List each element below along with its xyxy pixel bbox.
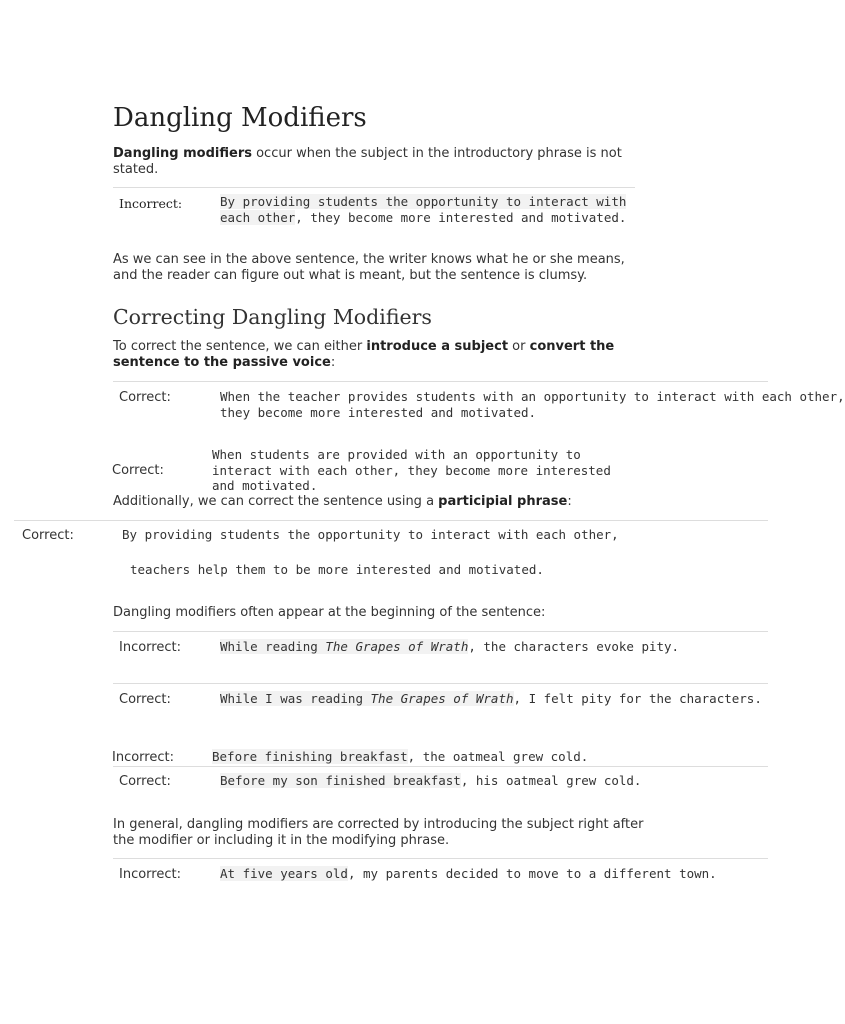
- example-label: Incorrect:: [112, 750, 174, 765]
- paragraph-text: or: [508, 339, 530, 354]
- highlighted-phrase: Before my son finished breakfast: [220, 773, 461, 788]
- highlighted-phrase: [220, 639, 468, 654]
- divider: [14, 520, 768, 521]
- sentence-rest: , the characters evoke pity.: [468, 639, 680, 654]
- example-label: Incorrect:: [119, 196, 183, 211]
- paragraph-line: and the reader can figure out what is meant, but the sentence is clumsy.: [113, 267, 588, 283]
- example-sentence: [220, 691, 762, 706]
- example-label: Correct:: [119, 692, 171, 707]
- example-label: Correct:: [119, 774, 171, 789]
- bold-term: convert the: [529, 339, 615, 354]
- highlighted-phrase: At five years old: [220, 866, 348, 881]
- example-label: Incorrect:: [119, 867, 181, 882]
- example-sentence: [212, 749, 588, 764]
- paragraph-line: As we can see in the above sentence, the writer knows what he or she means,: [113, 252, 625, 267]
- sentence-rest: , his oatmeal grew cold.: [460, 773, 642, 788]
- example-sentence: [220, 194, 626, 225]
- paragraph-text: To correct the sentence, we can either: [113, 339, 367, 354]
- sentence-text: By providing students the opportunity to interact with: [220, 194, 627, 209]
- participial-paragraph: [113, 494, 572, 510]
- sentence-text: When students are provided with an opportunity to: [212, 447, 581, 462]
- divider: [113, 683, 768, 684]
- sentence-text: When the teacher provides students with an opportunity to interact with each other,: [220, 389, 845, 404]
- sentence-text: and motivated.: [212, 478, 318, 493]
- intro-text-line2: stated.: [113, 161, 159, 177]
- intro-text: occur when the subject in the introductory phrase is not: [251, 146, 622, 161]
- sentence-rest: , I felt pity for the characters.: [513, 691, 762, 706]
- example-sentence: [220, 866, 717, 881]
- intro-bold-term: Dangling modifiers: [113, 146, 252, 161]
- highlighted-phrase: [220, 691, 514, 706]
- highlighted-phrase: Before finishing breakfast: [212, 749, 408, 764]
- example-label: Incorrect:: [119, 640, 181, 655]
- sentence-text: interact with each other, they become more interested: [212, 462, 611, 478]
- sentence-rest: , the oatmeal grew cold.: [407, 749, 589, 764]
- paragraph-line: the modifier or including it in the modifying phrase.: [113, 832, 450, 848]
- paragraph-text: :: [567, 494, 572, 509]
- divider: [113, 187, 635, 188]
- example-label: Correct:: [112, 463, 164, 478]
- divider: [113, 631, 768, 632]
- paragraph-text: :: [330, 354, 336, 370]
- phrase-text: While I was reading: [220, 691, 371, 706]
- example-sentence: [212, 447, 611, 494]
- paragraph-line: In general, dangling modifiers are corrected by introducing the subject right after: [113, 817, 644, 832]
- sentence-text: they become more interested and motivated.: [220, 404, 537, 420]
- section-heading: Correcting Dangling Modifiers: [113, 305, 432, 329]
- paragraph-text: Additionally, we can correct the sentence using a: [113, 494, 439, 509]
- sentence-rest: , they become more interested and motivated.: [295, 209, 627, 225]
- summary-paragraph: [113, 817, 643, 848]
- example-sentence: [220, 639, 679, 654]
- divider: [113, 858, 768, 859]
- sentence-text: By providing students the opportunity to interact with each other,: [122, 527, 619, 542]
- phrase-text: While reading: [220, 639, 326, 654]
- bold-term: sentence to the passive voice: [113, 354, 331, 370]
- intro-paragraph: [113, 146, 622, 177]
- example-sentence: [220, 773, 641, 788]
- divider: [113, 766, 768, 767]
- highlighted-phrase: each other: [220, 209, 296, 225]
- book-title: The Grapes of Wrath: [370, 691, 514, 706]
- correction-paragraph: [113, 339, 614, 370]
- explanation-paragraph: [113, 252, 625, 283]
- sentence-text: teachers help them to be more interested and motivated.: [130, 562, 544, 577]
- beginning-paragraph: Dangling modifiers often appear at the beginning of the sentence:: [113, 605, 546, 620]
- divider: [113, 381, 768, 382]
- example-label: Correct:: [119, 390, 171, 405]
- example-sentence: [220, 389, 845, 420]
- bold-term: participial phrase: [438, 494, 568, 509]
- sentence-rest: , my parents decided to move to a different town.: [347, 866, 717, 881]
- example-label: Correct:: [22, 528, 74, 543]
- book-title: The Grapes of Wrath: [325, 639, 469, 654]
- page-title: Dangling Modifiers: [113, 103, 367, 133]
- bold-term: introduce a subject: [366, 339, 509, 354]
